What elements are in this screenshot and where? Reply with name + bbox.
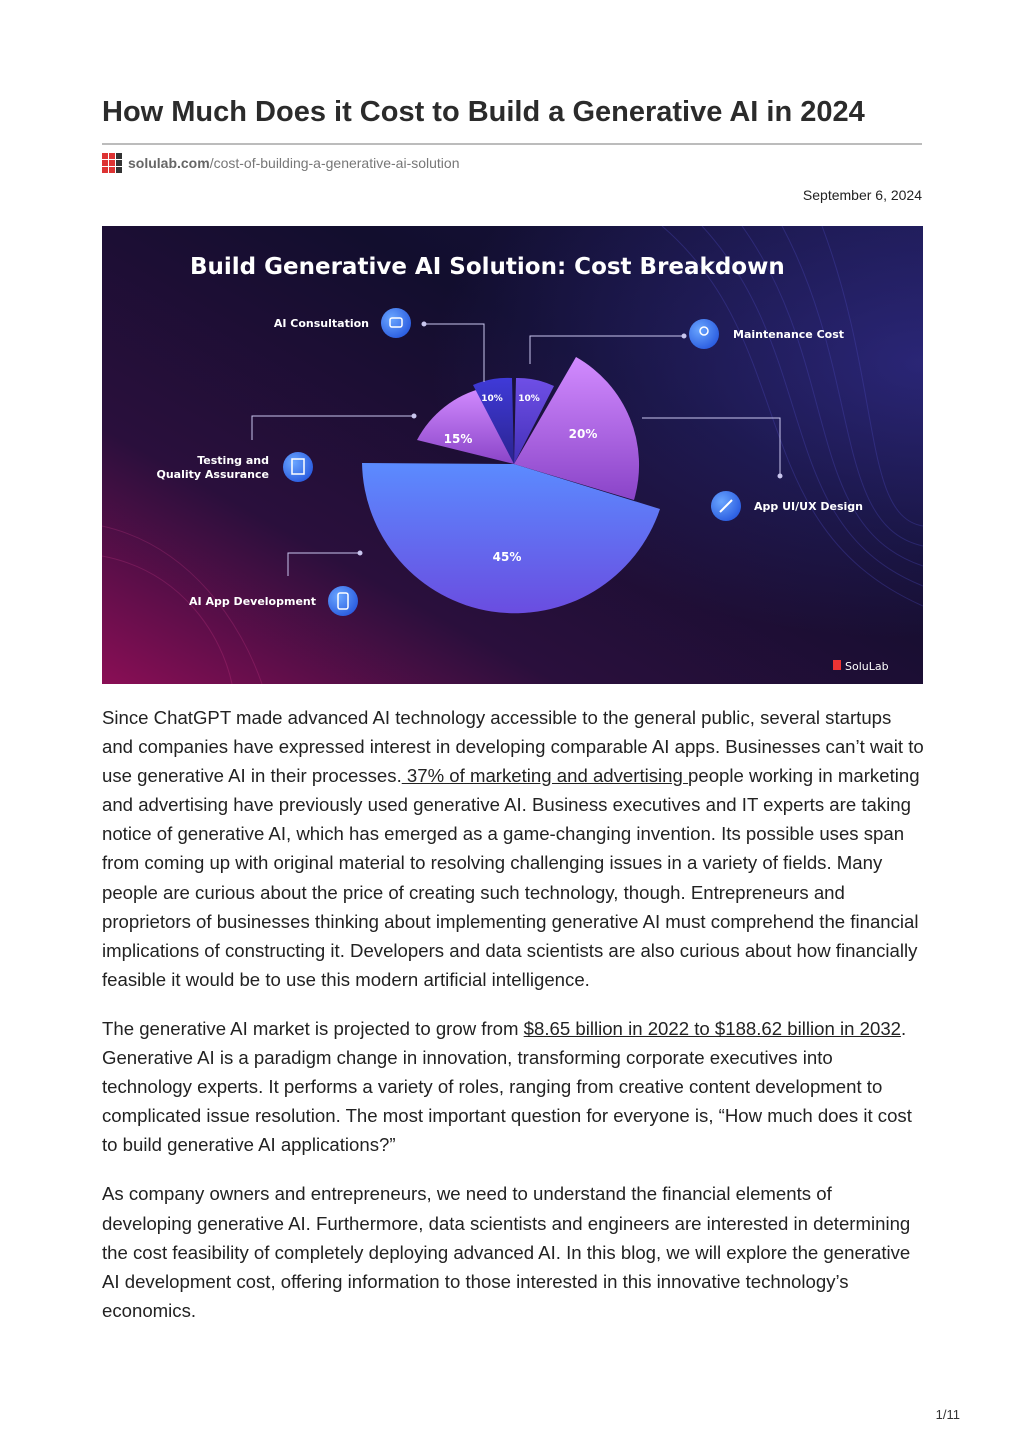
page-number: 1/11 [935, 1407, 960, 1422]
paragraph: Since ChatGPT made advanced AI technology accessible to the general public, several startups and companies have expressed interest in developing comparable AI apps. Businesses can’t wait to use generative AI in their processes. 37% of marketing and advertising people working in marketing and advertising have previously used generative AI. Business executives and IT experts are taking notice of generative AI, which has emerged as a game-changing invention. Its possible uses span from coming up with original material to resolving challenging issues in a variety of fields. Many people are curious about the price of creating such technology, though. Entrepreneurs and proprietors of businesses thinking about implementing generative AI must comprehend the financial implications of constructing it. Developers and data scientists are also curious about how financially feasible it would be to use this modern artificial intelligence. [102, 707, 924, 990]
pie-value-label: 20% [568, 427, 598, 441]
title-divider [102, 143, 922, 145]
paragraph: The generative AI market is projected to grow from $8.65 billion in 2022 to $188.62 billion in 2032. Generative AI is a paradigm change in innovation, transforming corporate executives into technology experts. It performs a variety of roles, ranging from creative content development to complicated issue resolution. The most important question for everyone is, “How much does it cost to build generative AI applications?” [102, 1017, 912, 1156]
legend-label: Quality Assurance [156, 468, 269, 481]
checklist-icon [283, 452, 313, 482]
page-title: How Much Does it Cost to Build a Generative AI in 2024 [102, 96, 865, 128]
solulab-logo-icon [102, 153, 122, 173]
market-growth-link[interactable]: $8.65 billion in 2022 to $188.62 billion in 2032 [523, 1017, 901, 1039]
legend-label: Testing and [197, 454, 269, 467]
pie-value-label: 10% [481, 394, 503, 404]
gear-hand-icon [689, 319, 719, 349]
legend-label: AI App Development [189, 595, 316, 608]
brand-name: SoluLab [845, 660, 889, 673]
legend-label: Maintenance Cost [733, 328, 845, 341]
source-line [102, 153, 459, 173]
publish-date: September 6, 2024 [802, 187, 922, 203]
pie-value-label: 45% [492, 550, 522, 564]
cost-breakdown-infographic [102, 226, 923, 684]
legend-label: App UI/UX Design [754, 500, 863, 513]
source-path[interactable]: /cost-of-building-a-generative-ai-solution [209, 155, 460, 171]
paragraph: As company owners and entrepreneurs, we need to understand the financial elements of developing generative AI. Furthermore, data scientists and engineers are interested in determining the cost feasibility of completely deploying advanced AI. In this blog, we will explore the generative AI development cost, offering information to those interested in this innovative technology’s economics. [102, 1183, 911, 1321]
source-domain[interactable]: solulab.com [128, 155, 210, 171]
infographic-title: Build Generative AI Solution: Cost Breakdown [190, 254, 785, 280]
article-body [102, 703, 924, 1345]
legend-label: AI Consultation [273, 317, 369, 330]
pie-value-label: 10% [518, 394, 540, 404]
pie-value-label: 15% [443, 432, 473, 446]
phone-icon [328, 586, 358, 616]
marketing-stat-link[interactable]: 37% of marketing and advertising [401, 765, 689, 787]
solulab-brand-icon [833, 660, 841, 670]
robot-icon [381, 308, 411, 338]
